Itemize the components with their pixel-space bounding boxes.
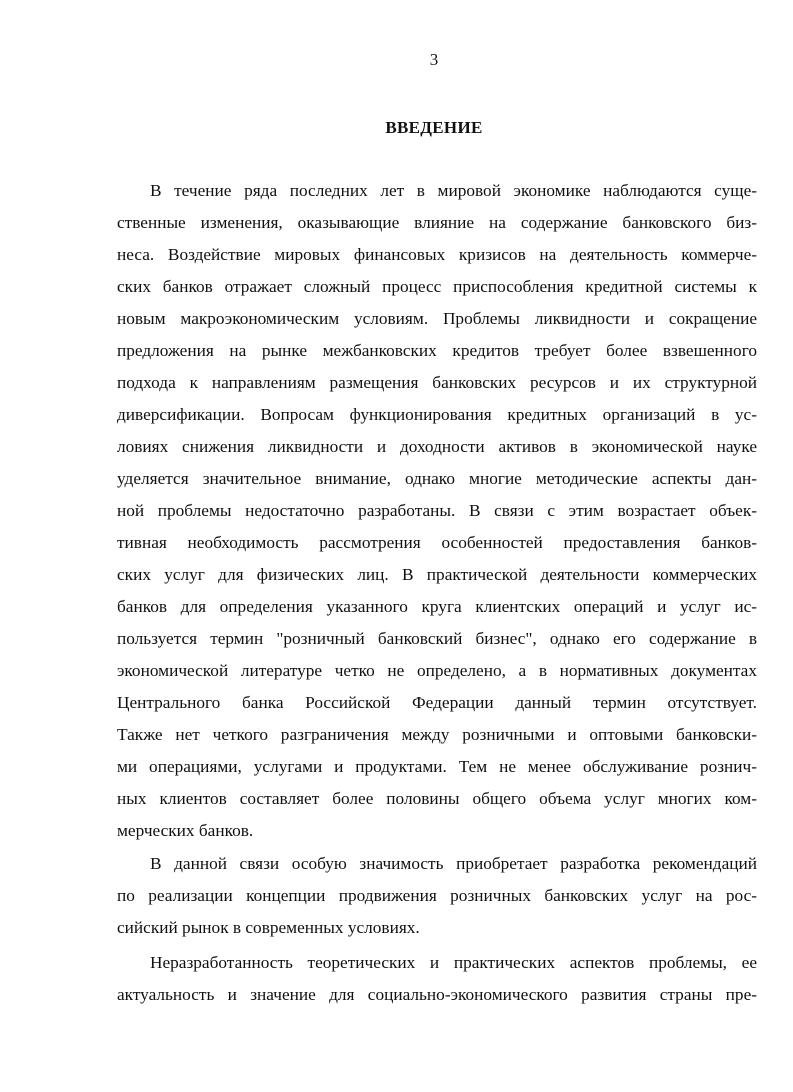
text-line: неса. Воздействие мировых финансовых кризисов на деятельность коммерче- (117, 245, 757, 264)
text-line: ных клиентов составляет более половины общего объема услуг многих ком- (117, 789, 757, 808)
text-line: ственные изменения, оказывающие влияние на содержание банковского биз- (117, 213, 757, 232)
text-line: подхода к направлениям размещения банковских ресурсов и их структурной (117, 373, 757, 392)
text-line: В течение ряда последних лет в мировой экономике наблюдаются суще- (150, 181, 757, 200)
text-line: банков для определения указанного круга клиентских операций и услуг ис- (117, 597, 757, 616)
text-line: новым макроэкономическим условиям. Проблемы ликвидности и сокращение (117, 309, 757, 328)
text-line: ми операциями, услугами и продуктами. Тем не менее обслуживание рознич- (117, 757, 757, 776)
text-line: предложения на рынке межбанковских кредитов требует более взвешенного (117, 341, 757, 360)
text-line: В данной связи особую значимость приобретает разработка рекомендаций (150, 854, 757, 873)
section-title: ВВЕДЕНИЕ (385, 118, 483, 137)
text-line: ских банков отражает сложный процесс приспособления кредитной системы к (117, 277, 757, 296)
page-number: 3 (429, 50, 439, 69)
text-line: Неразработанность теоретических и практических аспектов проблемы, ее (150, 953, 757, 972)
text-line: актуальность и значение для социально-экономического развития страны пре- (117, 985, 757, 1004)
text-line: пользуется термин "розничный банковский бизнес", однако его содержание в (117, 629, 757, 648)
text-line: ских услуг для физических лиц. В практической деятельности коммерческих (117, 565, 757, 584)
text-line: по реализации концепции продвижения розничных банковских услуг на рос- (117, 886, 757, 905)
text-line: Центрального банка Российской Федерации данный термин отсутствует. (117, 693, 757, 712)
text-line: ловиях снижения ликвидности и доходности активов в экономической науке (117, 437, 757, 456)
text-line: мерческих банков. (117, 821, 254, 840)
text-line: тивная необходимость рассмотрения особенностей предоставления банков- (117, 533, 757, 552)
text-line: Также нет четкого разграничения между розничными и оптовыми банковски- (117, 725, 757, 744)
text-line: сийский рынок в современных условиях. (117, 918, 420, 937)
text-line: уделяется значительное внимание, однако многие методические аспекты дан- (117, 469, 757, 488)
text-line: экономической литературе четко не определено, а в нормативных документах (117, 661, 757, 680)
text-line: ной проблемы недостаточно разработаны. В связи с этим возрастает объек- (117, 501, 757, 520)
text-line: диверсификации. Вопросам функционирования кредитных организаций в ус- (117, 405, 757, 424)
